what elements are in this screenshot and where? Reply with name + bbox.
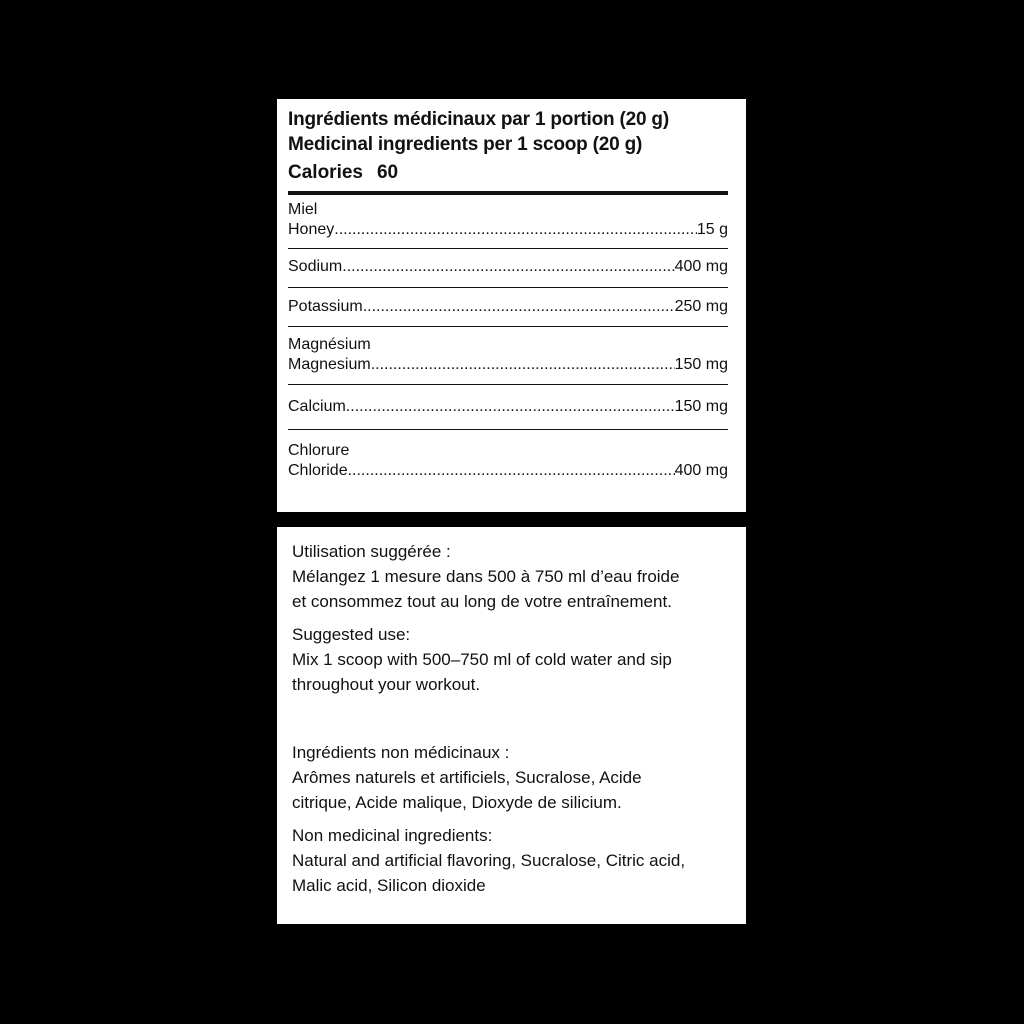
non-medicinal-text-french-1: Arômes naturels et artificiels, Sucralose, Acide (292, 768, 642, 787)
ingredient-name-english: Potassium (288, 298, 363, 315)
non-medicinal-text-english-1: Natural and artificial flavoring, Sucralose, Citric acid, (292, 851, 686, 870)
ingredient-amount: 400 mg (674, 258, 728, 275)
suggested-use-text-french-1: Mélangez 1 mesure dans 500 à 750 ml d’eau froide (292, 567, 680, 586)
ingredient-amount: 150 mg (674, 398, 728, 415)
title-english: Medicinal ingredients per 1 scoop (20 g) (288, 134, 643, 155)
non-medicinal-english (292, 823, 736, 898)
ingredient-row (288, 288, 728, 327)
ingredient-amount: 250 mg (674, 298, 728, 315)
medicinal-ingredients-panel (277, 99, 746, 512)
suggested-use-text-french-2: et consommez tout au long de votre entraînement. (292, 592, 672, 611)
ingredient-rows (288, 195, 728, 487)
ingredient-amount: 15 g (696, 221, 728, 238)
non-medicinal-french (292, 740, 736, 815)
ingredient-row (288, 249, 728, 288)
suggested-use-heading-french: Utilisation suggérée : (292, 542, 451, 561)
calories-value: 60 (376, 162, 399, 183)
ingredient-amount: 150 mg (674, 356, 728, 373)
suggested-use-text-english-2: throughout your workout. (292, 675, 481, 694)
non-medicinal-heading-english: Non medicinal ingredients: (292, 826, 493, 845)
ingredient-name-english: Calcium (288, 398, 346, 415)
calories-line (288, 161, 728, 185)
ingredient-amount: 400 mg (674, 462, 728, 479)
ingredient-row (288, 385, 728, 430)
suggested-use-english (292, 622, 736, 697)
ingredient-row (288, 195, 728, 249)
ingredient-name-french: Miel (288, 201, 318, 218)
suggested-use-heading-english: Suggested use: (292, 625, 411, 644)
usage-and-ingredients-panel (277, 527, 746, 924)
non-medicinal-text-french-2: citrique, Acide malique, Dioxyde de silicium. (292, 793, 622, 812)
non-medicinal-heading-french: Ingrédients non médicinaux : (292, 743, 510, 762)
title-french: Ingrédients médicinaux par 1 portion (20 g) (288, 109, 669, 130)
non-medicinal-text-english-2: Malic acid, Silicon dioxide (292, 876, 486, 895)
suggested-use-french (292, 539, 736, 614)
ingredient-name-english: Chloride (288, 462, 348, 479)
ingredient-row (288, 327, 728, 385)
suggested-use-text-english-1: Mix 1 scoop with 500–750 ml of cold water and sip (292, 650, 672, 669)
ingredient-name-english: Honey (288, 221, 335, 238)
ingredient-name-french: Magnésium (288, 336, 371, 353)
ingredient-row (288, 430, 728, 487)
ingredient-name-french: Chlorure (288, 442, 350, 459)
ingredient-name-english: Magnesium (288, 356, 371, 373)
calories-label: Calories (288, 162, 363, 183)
ingredient-name-english: Sodium (288, 258, 343, 275)
